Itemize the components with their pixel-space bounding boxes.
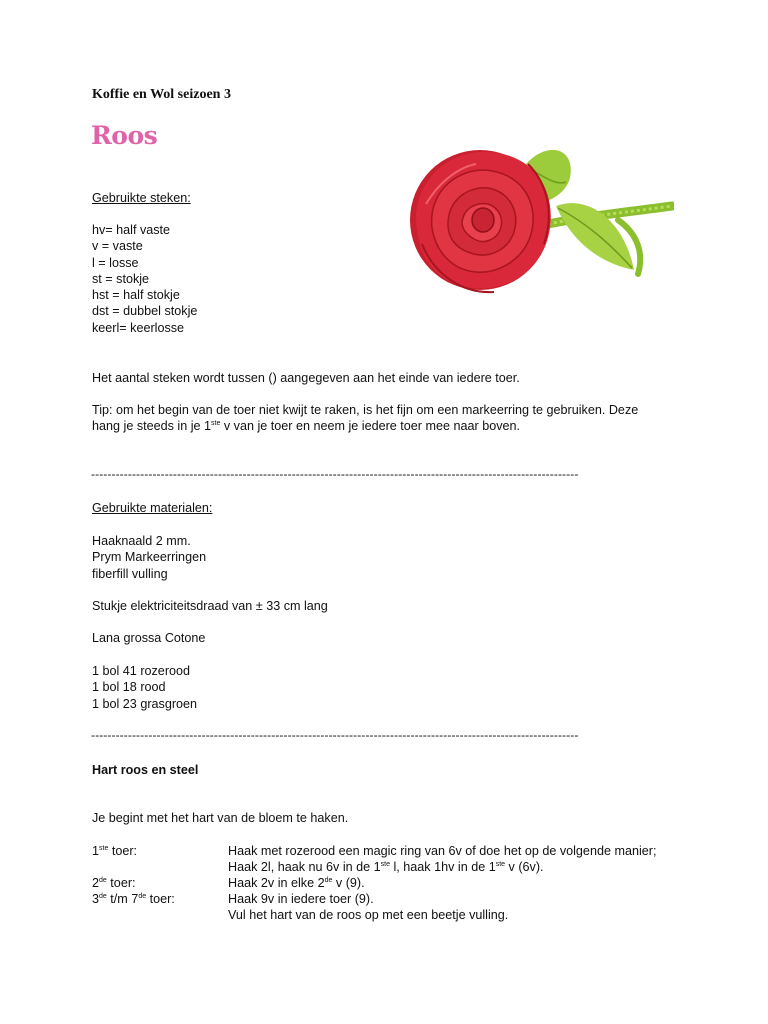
section-heading: Hart roos en steel bbox=[92, 763, 199, 777]
stitch-count-note: Het aantal steken wordt tussen () aangegeven aan het einde van iedere toer. bbox=[92, 371, 520, 385]
round-label: 3de t/m 7de toer: bbox=[92, 892, 175, 906]
list-item: dst = dubbel stokje bbox=[92, 304, 198, 319]
yarn-brand: Lana grossa Cotone bbox=[92, 631, 206, 645]
round-3-7-note bbox=[92, 907, 692, 923]
tip-line-1: Tip: om het begin van de toer niet kwijt te raken, is het fijn om een markeerring te gebruiken. Deze bbox=[92, 403, 639, 417]
round-instruction: Vul het hart van de roos op met een beetje vulling. bbox=[228, 908, 509, 922]
wire-material: Stukje elektriciteitsdraad van ± 33 cm lang bbox=[92, 599, 328, 613]
round-2 bbox=[92, 875, 692, 891]
stitch-list bbox=[92, 222, 197, 336]
series-title: Koffie en Wol seizoen 3 bbox=[92, 87, 231, 102]
round-instruction: Haak 2v in elke 2de v (9). bbox=[228, 876, 365, 890]
list-item: 1 bol 18 rood bbox=[92, 680, 166, 695]
round-3-7 bbox=[92, 891, 692, 907]
round-instruction: Haak met rozerood een magic ring van 6v of doe het op de volgende manier; bbox=[228, 844, 657, 858]
round-1 bbox=[92, 843, 692, 859]
list-item: l = losse bbox=[92, 255, 139, 270]
yarn-list bbox=[92, 663, 197, 712]
list-item: keerl= keerlosse bbox=[92, 320, 185, 335]
list-item: v = vaste bbox=[92, 239, 143, 254]
round-label: 2de toer: bbox=[92, 876, 136, 890]
list-item: Prym Markeerringen bbox=[92, 550, 207, 565]
divider: ----------------------------------------------------------------------------------------------------------------------- bbox=[91, 728, 579, 742]
tools-list bbox=[92, 533, 206, 582]
page-title: Roos bbox=[91, 121, 158, 150]
materials-heading: Gebruikte materialen: bbox=[92, 501, 213, 515]
section-intro: Je begint met het hart van de bloem te haken. bbox=[92, 811, 349, 825]
list-item: 1 bol 41 rozerood bbox=[92, 664, 191, 678]
crochet-rose-photo bbox=[398, 124, 674, 320]
round-1-continued bbox=[92, 859, 692, 875]
list-item: Haaknaald 2 mm. bbox=[92, 534, 191, 548]
list-item: st = stokje bbox=[92, 271, 150, 286]
round-instruction: Haak 9v in iedere toer (9). bbox=[228, 892, 374, 906]
round-label: 1ste toer: bbox=[92, 844, 138, 858]
tip-line-2: hang je steeds in je 1ste v van je toer en neem je iedere toer mee naar boven. bbox=[92, 419, 521, 433]
stitches-heading: Gebruikte steken: bbox=[92, 191, 191, 205]
list-item: hv= half vaste bbox=[92, 223, 171, 237]
list-item: hst = half stokje bbox=[92, 288, 180, 303]
divider: ----------------------------------------------------------------------------------------------------------------------- bbox=[91, 467, 579, 481]
list-item: 1 bol 23 grasgroen bbox=[92, 696, 198, 711]
round-instruction: Haak 2l, haak nu 6v in de 1ste l, haak 1hv in de 1ste v (6v). bbox=[228, 860, 544, 874]
list-item: fiberfill vulling bbox=[92, 566, 168, 581]
